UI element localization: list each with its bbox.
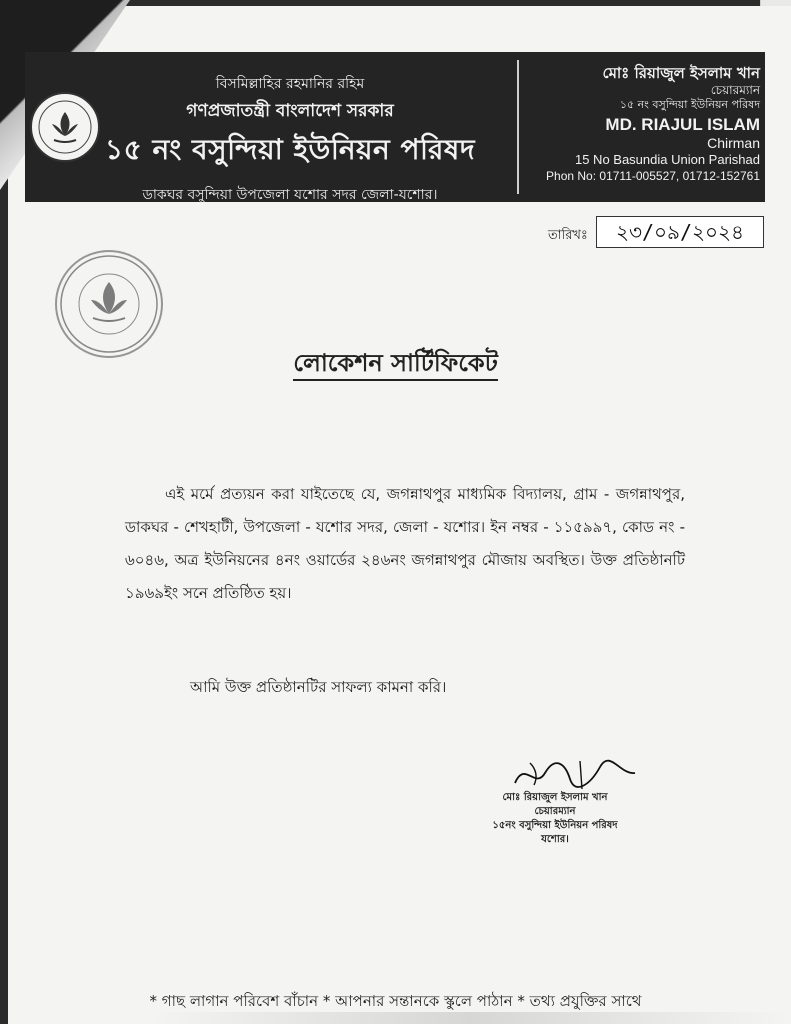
union-seal-icon xyxy=(55,250,163,358)
union-name-bn-small: ১৫ নং বসুন্দিয়া ইউনিয়ন পরিষদ xyxy=(619,97,760,111)
footer-slogans: * গাছ লাগান পরিবেশ বাঁচান * আপনার সন্তানকে স্কুলে পাঠান * তথ্য প্রযুক্তির সাথে xyxy=(149,992,642,1010)
certificate-title xyxy=(0,345,791,385)
letterhead-right xyxy=(530,64,760,184)
certificate-body: এই মর্মে প্রত্যয়ন করা যাইতেছে যে, জগন্নাথপুর মাধ্যমিক বিদ্যালয়, গ্রাম - জগন্নাথপুর, ডাকঘর - শেখহাটী, উপজেলা - যশোর সদর, জেলা - যশোর। ইন নম্বর - ১১৫৯৯৭, কোড নং - ৬০৪৬, অত্র ইউনিয়নের ৪নং ওয়ার্ডের ২৪৬নং জগন্নাথপুর মৌজায় অবস্থিত। উক্ত প্রতিষ্ঠানটি ১৯৬৯ইং সনে প্রতিষ্ঠিত হয়। xyxy=(125,485,685,602)
signatory-title: চেয়ারম্যান xyxy=(534,806,576,817)
phone-numbers: Phon No: 01711-005527, 01712-152761 xyxy=(546,168,760,183)
union-address: ডাকঘর বসুন্দিয়া উপজেলা যশোর সদর জেলা-যশোর। xyxy=(142,187,438,203)
wish-text: আমি উক্ত প্রতিষ্ঠানটির সাফল্য কামনা করি। xyxy=(190,678,447,696)
letterhead xyxy=(25,52,765,202)
date-label: তারিখঃ xyxy=(548,228,588,243)
signature-block xyxy=(470,791,640,847)
signatory-district: যশোর। xyxy=(541,834,569,845)
certificate-title-text: লোকেশন সার্টিফিকেট xyxy=(293,349,498,381)
footer-faint-line xyxy=(150,1012,790,1024)
bismillah-text: বিসমিল্লাহির রহমানির রহিম xyxy=(215,76,365,92)
letterhead-left xyxy=(65,52,515,207)
header-divider xyxy=(517,60,519,194)
chairman-name-en: MD. RIAJUL ISLAM xyxy=(605,114,760,134)
date-value: ২৩/০৯/২০২৪ xyxy=(596,216,764,248)
signature-icon xyxy=(510,755,640,795)
signatory-name: মোঃ রিয়াজুল ইসলাম খান xyxy=(502,792,608,803)
government-name: গণপ্রজাতন্ত্রী বাংলাদেশ সরকার xyxy=(186,101,394,121)
union-name: ১৫ নং বসুন্দিয়া ইউনিয়ন পরিষদ xyxy=(104,133,476,166)
chairman-name-bn: মোঃ রিয়াজুল ইসলাম খান xyxy=(602,64,760,82)
signatory-union: ১৫নং বসুন্দিয়া ইউনিয়ন পরিষদ xyxy=(492,820,618,831)
union-logo-icon xyxy=(30,92,100,162)
chairman-title-en: Chirman xyxy=(707,134,760,151)
chairman-title-bn: চেয়ারম্যান xyxy=(710,82,760,97)
union-name-en: 15 No Basundia Union Parishad xyxy=(574,152,760,168)
